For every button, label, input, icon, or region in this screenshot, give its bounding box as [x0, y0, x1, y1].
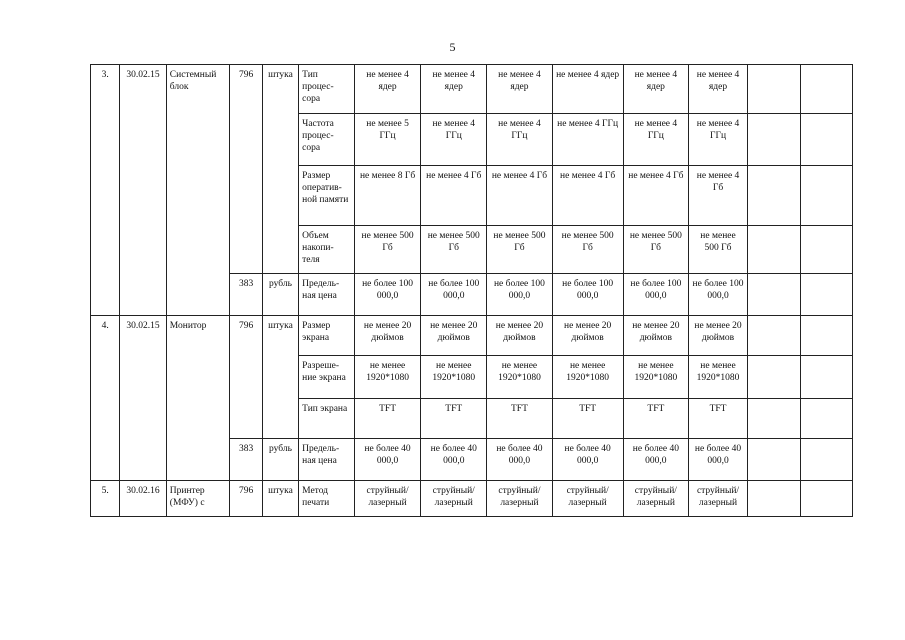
param-name: Частота процес-сора: [299, 114, 355, 166]
unit-name: рубль: [262, 439, 298, 481]
param-name: Метод печати: [299, 481, 355, 517]
value-cell: не менее 1920*1080: [421, 356, 487, 399]
value-cell: струйный/ лазерный: [552, 481, 623, 517]
unit-code: 796: [230, 481, 262, 517]
empty-cell: [801, 356, 853, 399]
value-cell: TFT: [689, 399, 748, 439]
empty-cell: [801, 114, 853, 166]
value-cell: не менее 4 Гб: [421, 166, 487, 226]
value-cell: не менее 4 ГГц: [689, 114, 748, 166]
table-row: [91, 316, 853, 356]
param-name: Объем накопи-теля: [299, 226, 355, 274]
value-cell: не менее 4 ядер: [552, 65, 623, 114]
value-cell: струйный/ лазерный: [421, 481, 487, 517]
empty-cell: [747, 114, 801, 166]
value-cell: не менее 4 ГГц: [487, 114, 553, 166]
value-cell: не менее 20 дюймов: [354, 316, 421, 356]
item-name: Принтер (МФУ) с: [166, 481, 230, 517]
value-cell: не менее 20 дюймов: [552, 316, 623, 356]
item-name: Монитор: [166, 316, 230, 481]
page-number: 5: [449, 40, 456, 54]
unit-name: штука: [262, 316, 298, 439]
value-cell: не менее 500 Гб: [487, 226, 553, 274]
table-row: [91, 481, 853, 517]
value-cell: не более 100 000,0: [421, 274, 487, 316]
empty-cell: [747, 226, 801, 274]
value-cell: струйный/ лазерный: [354, 481, 421, 517]
value-cell: не менее 4 ядер: [421, 65, 487, 114]
empty-cell: [801, 274, 853, 316]
value-cell: не менее 4 ядер: [689, 65, 748, 114]
okpd-code: 30.02.15: [120, 316, 166, 481]
value-cell: TFT: [354, 399, 421, 439]
value-cell: не менее 4 ГГц: [552, 114, 623, 166]
unit-code: 796: [230, 65, 262, 274]
empty-cell: [747, 356, 801, 399]
empty-cell: [747, 399, 801, 439]
param-name: Тип процес-сора: [299, 65, 355, 114]
table-row: [91, 65, 853, 114]
empty-cell: [747, 166, 801, 226]
value-cell: не менее 1920*1080: [552, 356, 623, 399]
value-cell: не более 40 000,0: [354, 439, 421, 481]
value-cell: не менее 4 Гб: [552, 166, 623, 226]
unit-code: 383: [230, 439, 262, 481]
value-cell: TFT: [421, 399, 487, 439]
value-cell: не менее 1920*1080: [354, 356, 421, 399]
item-name: Системный блок: [166, 65, 230, 316]
value-cell: не менее 5 ГГц: [354, 114, 421, 166]
param-name: Предель-ная цена: [299, 274, 355, 316]
param-name: Разреше-ние экрана: [299, 356, 355, 399]
okpd-code: 30.02.15: [120, 65, 166, 316]
value-cell: струйный/ лазерный: [623, 481, 689, 517]
empty-cell: [801, 316, 853, 356]
empty-cell: [801, 65, 853, 114]
value-cell: не более 100 000,0: [623, 274, 689, 316]
value-cell: не более 40 000,0: [421, 439, 487, 481]
value-cell: не менее 500 Гб: [354, 226, 421, 274]
value-cell: не менее 4 ГГц: [421, 114, 487, 166]
empty-cell: [747, 274, 801, 316]
value-cell: не более 40 000,0: [487, 439, 553, 481]
value-cell: не более 100 000,0: [689, 274, 748, 316]
value-cell: не менее 4 Гб: [689, 166, 748, 226]
value-cell: не более 100 000,0: [552, 274, 623, 316]
value-cell: не менее 1920*1080: [689, 356, 748, 399]
value-cell: не менее 20 дюймов: [623, 316, 689, 356]
empty-cell: [747, 316, 801, 356]
empty-cell: [801, 166, 853, 226]
value-cell: не менее 4 ядер: [487, 65, 553, 114]
okpd-code: 30.02.16: [120, 481, 166, 517]
value-cell: не менее 20 дюймов: [421, 316, 487, 356]
unit-code: 383: [230, 274, 262, 316]
empty-cell: [801, 226, 853, 274]
value-cell: не менее 4 Гб: [487, 166, 553, 226]
empty-cell: [801, 439, 853, 481]
value-cell: не менее 500 Гб: [689, 226, 748, 274]
item-number: 4.: [91, 316, 120, 481]
value-cell: не менее 4 ядер: [623, 65, 689, 114]
param-name: Размер оператив-ной памяти: [299, 166, 355, 226]
value-cell: TFT: [487, 399, 553, 439]
value-cell: TFT: [552, 399, 623, 439]
specification-table: [90, 64, 853, 517]
value-cell: не менее 1920*1080: [623, 356, 689, 399]
value-cell: не менее 4 Гб: [623, 166, 689, 226]
value-cell: струйный/ лазерный: [487, 481, 553, 517]
param-name: Предель-ная цена: [299, 439, 355, 481]
value-cell: не более 100 000,0: [354, 274, 421, 316]
value-cell: не более 100 000,0: [487, 274, 553, 316]
value-cell: не менее 1920*1080: [487, 356, 553, 399]
value-cell: не менее 4 ядер: [354, 65, 421, 114]
value-cell: не менее 500 Гб: [552, 226, 623, 274]
value-cell: не более 40 000,0: [623, 439, 689, 481]
item-number: 5.: [91, 481, 120, 517]
unit-name: рубль: [262, 274, 298, 316]
value-cell: не менее 500 Гб: [623, 226, 689, 274]
empty-cell: [747, 439, 801, 481]
value-cell: не менее 500 Гб: [421, 226, 487, 274]
value-cell: не более 40 000,0: [552, 439, 623, 481]
param-name: Размер экрана: [299, 316, 355, 356]
empty-cell: [801, 481, 853, 517]
empty-cell: [801, 399, 853, 439]
value-cell: TFT: [623, 399, 689, 439]
empty-cell: [747, 65, 801, 114]
value-cell: не менее 8 Гб: [354, 166, 421, 226]
value-cell: не менее 20 дюймов: [689, 316, 748, 356]
unit-code: 796: [230, 316, 262, 439]
item-number: 3.: [91, 65, 120, 316]
value-cell: не более 40 000,0: [689, 439, 748, 481]
empty-cell: [747, 481, 801, 517]
value-cell: не менее 20 дюймов: [487, 316, 553, 356]
value-cell: не менее 4 ГГц: [623, 114, 689, 166]
param-name: Тип экрана: [299, 399, 355, 439]
unit-name: штука: [262, 65, 298, 274]
value-cell: струйный/ лазерный: [689, 481, 748, 517]
unit-name: штука: [262, 481, 298, 517]
